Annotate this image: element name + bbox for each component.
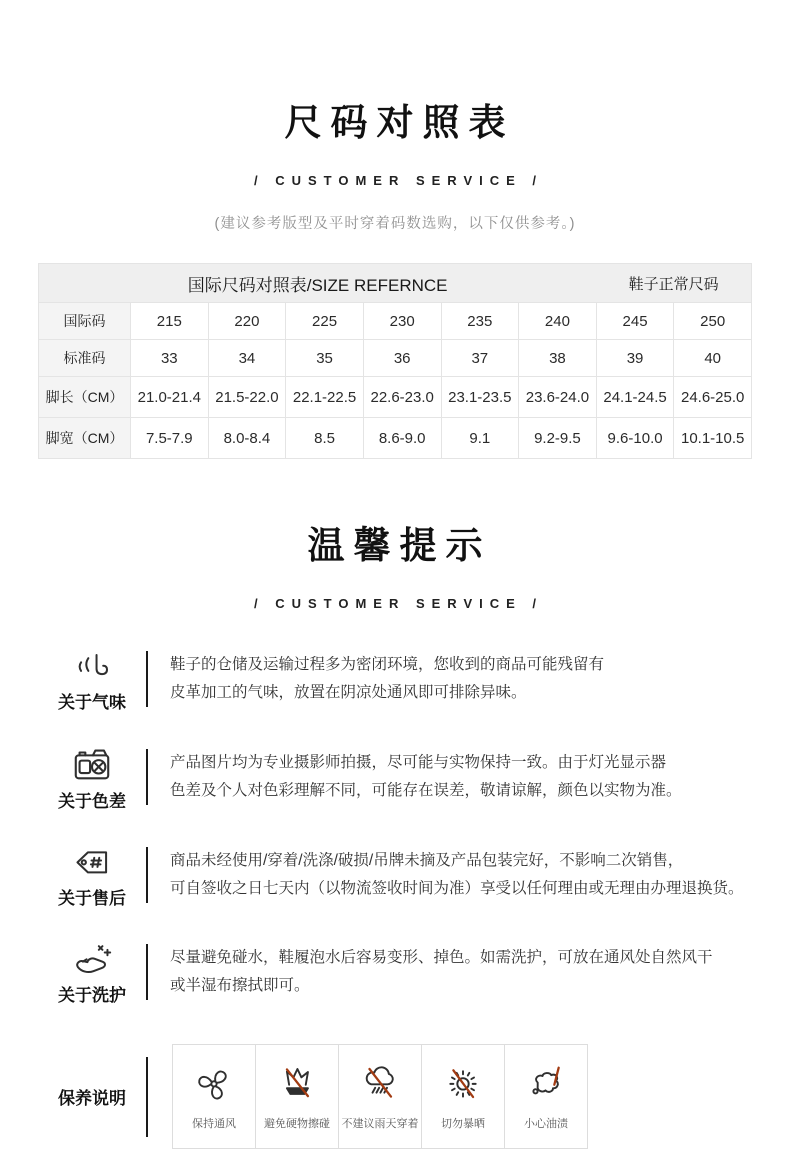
notice-text-line: 鞋子的仓储及运输过程多为密闭环境，您收到的商品可能残留有 [170,656,605,673]
size-row-label: 脚长（CM） [39,377,131,418]
size-cell: 35 [286,340,364,377]
notice-item [38,841,790,909]
size-chart-title: 尺码对照表 [284,102,515,143]
size-cell: 23.6-24.0 [519,377,597,418]
size-cell: 36 [363,340,441,377]
care-box [504,1044,588,1149]
care-label: 保养说明 [58,1089,126,1108]
notice-item [38,645,790,713]
warm-tips-section [0,459,790,1149]
no-rain-icon [359,1062,401,1115]
size-table-row [39,303,752,340]
size-cell: 37 [441,340,519,377]
size-chart-section [0,0,790,459]
notice-divider [146,944,148,1000]
size-cell: 230 [363,303,441,340]
size-table-row [39,418,752,459]
notice-text [170,847,744,903]
care-box [172,1044,256,1149]
size-cell: 33 [131,340,209,377]
care-instructions-row [0,1044,790,1149]
size-cell: 22.1-22.5 [286,377,364,418]
size-chart-subtitle: / CUSTOMER SERVICE / [253,173,544,188]
notice-left-block [38,938,146,1006]
size-table [38,263,752,459]
size-table-row [39,377,752,418]
notice-left-block [38,645,146,713]
notice-text [170,651,604,707]
care-caption: 保持通风 [192,1118,236,1130]
care-caption: 切勿暴晒 [441,1118,485,1130]
price-tag-icon [70,841,114,881]
warm-tips-subtitle: / CUSTOMER SERVICE / [253,596,544,611]
notice-text-line: 可自签收之日七天内（以物流签收时间为准）享受以任何理由或无理由办理退换货。 [170,880,744,897]
size-cell: 24.6-25.0 [674,377,752,418]
notice-text-line: 尽量避免碰水，鞋履泡水后容易变形、掉色。如需洗护，可放在通风处自然风干 [170,949,713,966]
notice-list [0,645,790,1006]
size-table-header-left: 国际尺码对照表/SIZE REFERNCE [39,264,597,303]
notice-item [38,742,790,812]
size-table-row [39,340,752,377]
size-cell: 9.1 [441,418,519,459]
size-cell: 240 [519,303,597,340]
care-box [255,1044,339,1149]
notice-divider [146,749,148,805]
size-cell: 235 [441,303,519,340]
notice-label: 关于气味 [58,693,126,712]
size-cell: 34 [208,340,286,377]
notice-text-line: 商品未经使用/穿着/洗涤/破损/吊牌未摘及产品包装完好，不影响二次销售， [170,852,684,869]
care-caption: 小心油渍 [524,1118,568,1130]
hand-wash-icon [69,938,115,978]
notice-left-block [38,841,146,909]
size-cell: 22.6-23.0 [363,377,441,418]
size-cell: 10.1-10.5 [674,418,752,459]
size-row-label: 脚宽（CM） [39,418,131,459]
care-box [421,1044,505,1149]
size-cell: 8.0-8.4 [208,418,286,459]
warm-tips-title: 温馨提示 [307,525,492,566]
notice-label: 关于售后 [58,889,126,908]
notice-text-line: 产品图片均为专业摄影师拍摄，尽可能与实物保持一致。由于灯光显示器 [170,754,667,771]
no-hard-object-icon [276,1062,318,1115]
size-cell: 9.2-9.5 [519,418,597,459]
oil-stain-icon [524,1062,568,1115]
notice-text [170,749,682,805]
size-chart-note: (建议参考版型及平时穿着码数选购，以下仅供参考。) [214,216,576,232]
size-table-body [39,303,752,459]
care-divider [146,1057,148,1137]
no-sun-icon [442,1062,484,1115]
size-cell: 9.6-10.0 [596,418,674,459]
size-cell: 7.5-7.9 [131,418,209,459]
size-table-header-right: 鞋子正常尺码 [596,264,751,303]
notice-text-line: 皮革加工的气味，放置在阴凉处通风即可排除异味。 [170,684,527,701]
size-cell: 40 [674,340,752,377]
care-caption: 避免硬物擦碰 [264,1118,330,1130]
notice-text [170,944,713,1000]
size-cell: 245 [596,303,674,340]
smell-icon [70,645,114,685]
notice-text-line: 或半湿布擦拭即可。 [170,977,310,994]
notice-item [38,938,790,1006]
size-cell: 38 [519,340,597,377]
size-cell: 225 [286,303,364,340]
notice-text-line: 色差及个人对色彩理解不同，可能存在误差，敬请谅解，颜色以实物为准。 [170,782,682,799]
care-box [338,1044,422,1149]
size-cell: 39 [596,340,674,377]
size-cell: 220 [208,303,286,340]
size-cell: 215 [131,303,209,340]
notice-divider [146,847,148,903]
notice-left-block [38,742,146,812]
size-row-label: 标准码 [39,340,131,377]
notice-label: 关于洗护 [58,986,126,1005]
size-cell: 21.0-21.4 [131,377,209,418]
size-row-label: 国际码 [39,303,131,340]
size-cell: 23.1-23.5 [441,377,519,418]
size-cell: 24.1-24.5 [596,377,674,418]
care-left-block [38,1084,146,1109]
camera-icon [69,742,115,784]
fan-icon [193,1062,235,1115]
care-strip [172,1044,588,1149]
size-cell: 8.6-9.0 [363,418,441,459]
size-cell: 8.5 [286,418,364,459]
size-cell: 250 [674,303,752,340]
notice-divider [146,651,148,707]
notice-label: 关于色差 [58,792,126,811]
size-table-header [39,264,752,303]
care-caption: 不建议雨天穿着 [341,1118,419,1130]
size-cell: 21.5-22.0 [208,377,286,418]
